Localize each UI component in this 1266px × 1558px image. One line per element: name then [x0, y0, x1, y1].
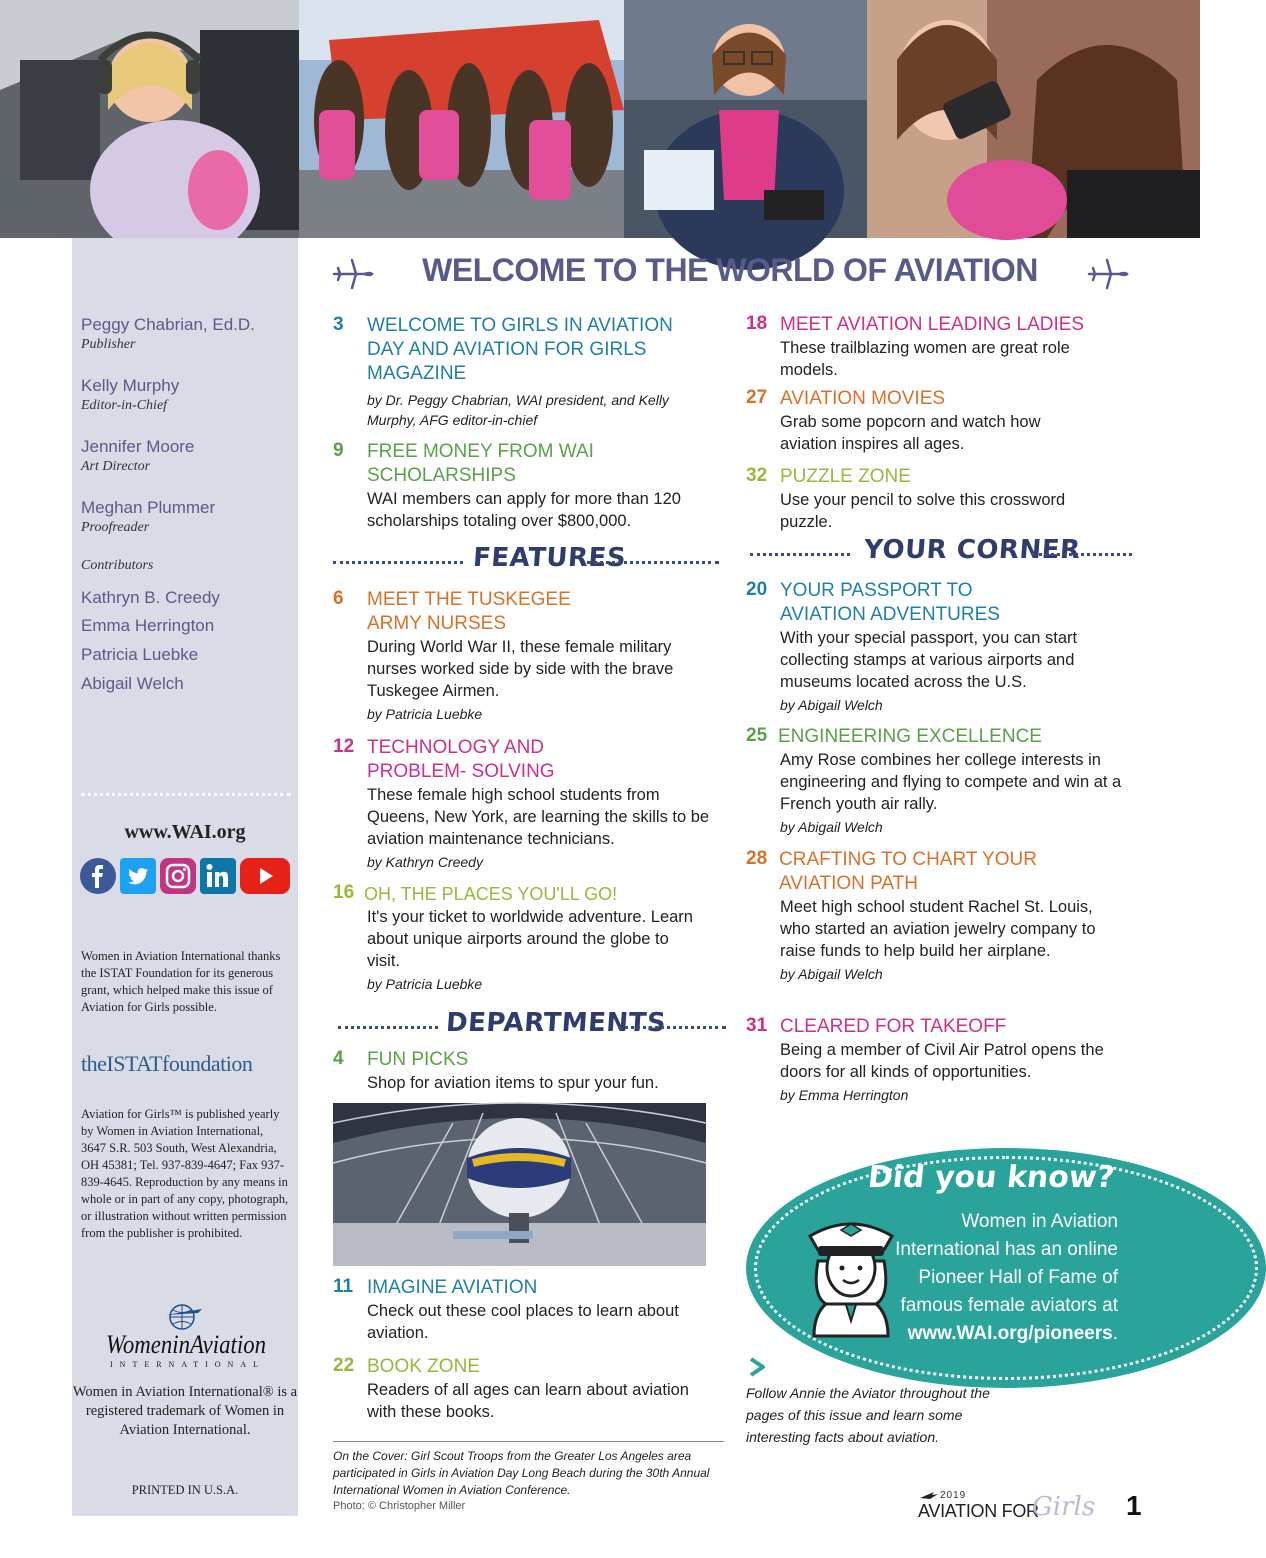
dotted-divider [618, 1026, 726, 1029]
dotted-divider [81, 793, 291, 796]
issue-year: 2019 [940, 1490, 967, 1501]
did-you-know-period: . [1112, 1323, 1118, 1344]
page-title: WELCOME TO THE WORLD OF AVIATION [422, 252, 1038, 288]
toc-page-number: 6 [333, 588, 344, 609]
toc-title: ENGINEERING EXCELLENCE [778, 726, 1042, 747]
toc-title: TECHNOLOGY AND PROBLEM- SOLVING [367, 737, 555, 782]
toc-description: Use your pencil to solve this crossword puzzle. [780, 491, 1066, 531]
toc-page-number: 16 [333, 882, 355, 903]
toc-byline: by Emma Herrington [780, 1087, 909, 1103]
section-header-your-corner [750, 535, 1134, 575]
dotted-divider [1032, 553, 1132, 556]
youtube-icon[interactable] [240, 858, 290, 894]
printed-in-usa: PRINTED IN U.S.A. [131, 1483, 239, 1497]
toc-page-number: 18 [746, 313, 768, 334]
follow-annie-text: Follow Annie the Aviator throughout the pages of this issue and learn some interesting facts about aviation. [746, 1385, 990, 1445]
staff-role: Editor-in-Chief [81, 398, 168, 413]
toc-title: IMAGINE AVIATION [367, 1277, 538, 1298]
toc-page-number: 28 [746, 848, 768, 869]
section-title: YOUR CORNER [862, 535, 1082, 565]
toc-title: YOUR PASSPORT TO AVIATION ADVENTURES [780, 580, 1000, 625]
toc-entry[interactable] [333, 736, 723, 872]
toc-page-number: 11 [333, 1276, 354, 1297]
contributor-name: Emma Herrington [81, 616, 215, 635]
masthead-sidebar [72, 238, 298, 1516]
toc-description: Meet high school student Rachel St. Louis, who started an aviation jewelry company to raise funds to help build her airplane. [780, 898, 1096, 960]
instagram-icon[interactable] [160, 858, 196, 894]
toc-description: Amy Rose combines her college interests in engineering and flying to compete and win at a French youth air rally. [780, 751, 1122, 813]
toc-entry[interactable] [746, 1015, 1156, 1105]
toc-byline: by Abigail Welch [780, 966, 883, 982]
pioneers-link[interactable]: www.WAI.org/pioneers [907, 1323, 1113, 1344]
airplane-icon [330, 256, 374, 292]
toc-description: WAI members can apply for more than 120 scholarships totaling over $800,000. [367, 490, 681, 530]
photo-blimp-hangar [333, 1103, 706, 1266]
photo-girl-remote [624, 0, 867, 238]
toc-entry[interactable] [746, 848, 1156, 984]
staff-publisher [81, 314, 255, 355]
toc-entry[interactable] [746, 579, 1156, 715]
chevron-right-icon [748, 1356, 766, 1378]
toc-title: WELCOME TO GIRLS IN AVIATION DAY AND AVIATION FOR GIRLS MAGAZINE [367, 315, 673, 384]
toc-entry[interactable] [333, 440, 723, 532]
toc-title: AVIATION MOVIES [780, 388, 946, 409]
toc-entry[interactable] [746, 387, 1156, 455]
toc-entry[interactable] [746, 465, 1156, 533]
staff-name: Kelly Murphy [81, 376, 180, 395]
istat-foundation-logo: theISTATfoundation [81, 1051, 253, 1076]
wai-logo-subtext: INTERNATIONAL [110, 1360, 265, 1369]
toc-entry[interactable] [333, 1048, 723, 1094]
toc-description: It's your ticket to worldwide adventure. Learn about unique airports around the globe to visit. [367, 908, 693, 970]
contributors-label: Contributors [81, 558, 154, 573]
dotted-divider [587, 561, 719, 564]
toc-title: FUN PICKS [367, 1049, 469, 1070]
staff-name: Meghan Plummer [81, 498, 216, 517]
page-number: 1 [1126, 1490, 1142, 1521]
did-you-know-body: Women in Aviation International has an online Pioneer Hall of Fame of famous female aviators at [895, 1211, 1118, 1316]
facebook-icon[interactable] [80, 858, 116, 894]
dotted-divider [333, 561, 463, 564]
toc-page-number: 27 [746, 387, 768, 408]
toc-entry[interactable] [333, 588, 723, 724]
toc-byline: by Dr. Peggy Chabrian, WAI president, and Kelly Murphy, AFG editor-in-chief [367, 392, 669, 428]
staff-art-director [81, 436, 194, 477]
toc-description: Shop for aviation items to spur your fun. [367, 1074, 659, 1092]
wai-logo [106, 1301, 266, 1371]
toc-title: MEET AVIATION LEADING LADIES [780, 314, 1085, 335]
twitter-icon[interactable] [120, 858, 156, 894]
toc-page-number: 4 [333, 1048, 344, 1069]
toc-title: BOOK ZONE [367, 1356, 480, 1377]
toc-entry[interactable] [333, 1355, 723, 1423]
toc-page-number: 31 [746, 1015, 768, 1036]
toc-byline: by Patricia Luebke [367, 706, 483, 722]
photo-girls-helicopter [299, 0, 624, 238]
toc-description: During World War II, these female military nurses worked side by side with the brave Tuskegee Airmen. [367, 638, 674, 700]
did-you-know-text [878, 1208, 1118, 1348]
brand-script-text: Girls [1032, 1492, 1096, 1522]
toc-description: Being a member of Civil Air Patrol opens the doors for all kinds of opportunities. [780, 1041, 1104, 1081]
toc-title: PUZZLE ZONE [780, 466, 911, 487]
toc-byline: by Abigail Welch [780, 819, 883, 835]
trademark-text: Women in Aviation International® is a registered trademark of Women in Aviation International. [72, 1384, 298, 1438]
website-link[interactable]: www.WAI.org [124, 821, 246, 843]
wai-logo-text: WomeninAviation [106, 1330, 266, 1359]
toc-page-number: 32 [746, 465, 768, 486]
staff-editor [81, 375, 179, 416]
toc-page-number: 3 [333, 314, 344, 335]
toc-description: Check out these cool places to learn about aviation. [367, 1302, 679, 1342]
toc-title: FREE MONEY FROM WAI SCHOLARSHIPS [367, 441, 594, 486]
brand-text: AVIATION FOR [918, 1501, 1039, 1521]
dotted-divider [338, 1026, 438, 1029]
toc-entry[interactable] [333, 882, 723, 994]
staff-name: Peggy Chabrian, Ed.D. [81, 315, 255, 334]
contributor-name: Kathryn B. Creedy [81, 588, 220, 607]
toc-page-number: 12 [333, 736, 355, 757]
section-title: FEATURES [471, 543, 628, 573]
contributor-name: Patricia Luebke [81, 645, 199, 664]
cover-caption: On the Cover: Girl Scout Troops from the Greater Los Angeles area participated in Girls in Aviation Day Long Beach during the 30th Annual International Women in Aviation Conference. [333, 1449, 710, 1497]
toc-page-number: 9 [333, 440, 344, 461]
toc-description: Readers of all ages can learn about aviation with these books. [367, 1381, 689, 1421]
publication-info: Aviation for Girls™ is published yearly by Women in Aviation International, 3647 S.R. 503 South, West Alexandria, OH 45381; Tel. 937-839-4647; Fax 937-839-4645. Reproduction by any means in whole or in part of any copy, photograph, or illustration without written permission from the publisher is prohibited. [81, 1107, 289, 1240]
toc-description: Grab some popcorn and watch how aviation inspires all ages. [780, 413, 1041, 453]
toc-title: CLEARED FOR TAKEOFF [780, 1016, 1007, 1037]
staff-role: Proofreader [81, 520, 150, 535]
istat-thanks-text: Women in Aviation International thanks the ISTAT Foundation for its generous grant, which helped make this issue of Aviation for Girls possible. [81, 949, 281, 1014]
toc-title: OH, THE PLACES YOU'LL GO! [364, 884, 618, 904]
staff-role: Art Director [81, 459, 151, 474]
toc-entry[interactable] [746, 725, 1156, 837]
toc-byline: by Kathryn Creedy [367, 854, 483, 870]
linkedin-icon[interactable] [200, 858, 236, 894]
divider-line [333, 1441, 724, 1442]
section-title: DEPARTMENTS [444, 1008, 668, 1038]
photo-credit: Photo: © Christopher Miller [333, 1500, 466, 1512]
toc-title: MEET THE TUSKEGEE ARMY NURSES [367, 589, 571, 634]
toc-description: These female high school students from Queens, New York, are learning the skills to be aviation maintenance technicians. [367, 786, 710, 848]
section-header-features [333, 543, 723, 583]
contributor-name: Abigail Welch [81, 674, 184, 693]
did-you-know-callout [746, 1148, 1200, 1388]
dotted-divider [750, 553, 850, 556]
staff-role: Publisher [81, 337, 136, 352]
toc-description: These trailblazing women are great role models. [780, 339, 1070, 379]
toc-page-number: 25 [746, 725, 768, 746]
toc-description: With your special passport, you can start collecting stamps at various airports and museums located across the U.S. [780, 629, 1078, 691]
staff-proofreader [81, 497, 215, 538]
airplane-icon [1085, 256, 1129, 292]
staff-name: Jennifer Moore [81, 437, 195, 456]
toc-entry[interactable] [746, 313, 1156, 381]
toc-byline: by Abigail Welch [780, 697, 883, 713]
toc-entry[interactable] [333, 1276, 723, 1344]
toc-byline: by Patricia Luebke [367, 976, 483, 992]
did-you-know-title: Did you know? [866, 1160, 1116, 1195]
photo-girl-cockpit [0, 0, 299, 238]
toc-entry[interactable] [333, 314, 713, 430]
toc-page-number: 20 [746, 579, 768, 600]
toc-title: CRAFTING TO CHART YOUR AVIATION PATH [779, 849, 1037, 894]
photo-girls-controller [867, 0, 1200, 238]
section-header-departments [338, 1008, 728, 1048]
toc-page-number: 22 [333, 1355, 355, 1376]
